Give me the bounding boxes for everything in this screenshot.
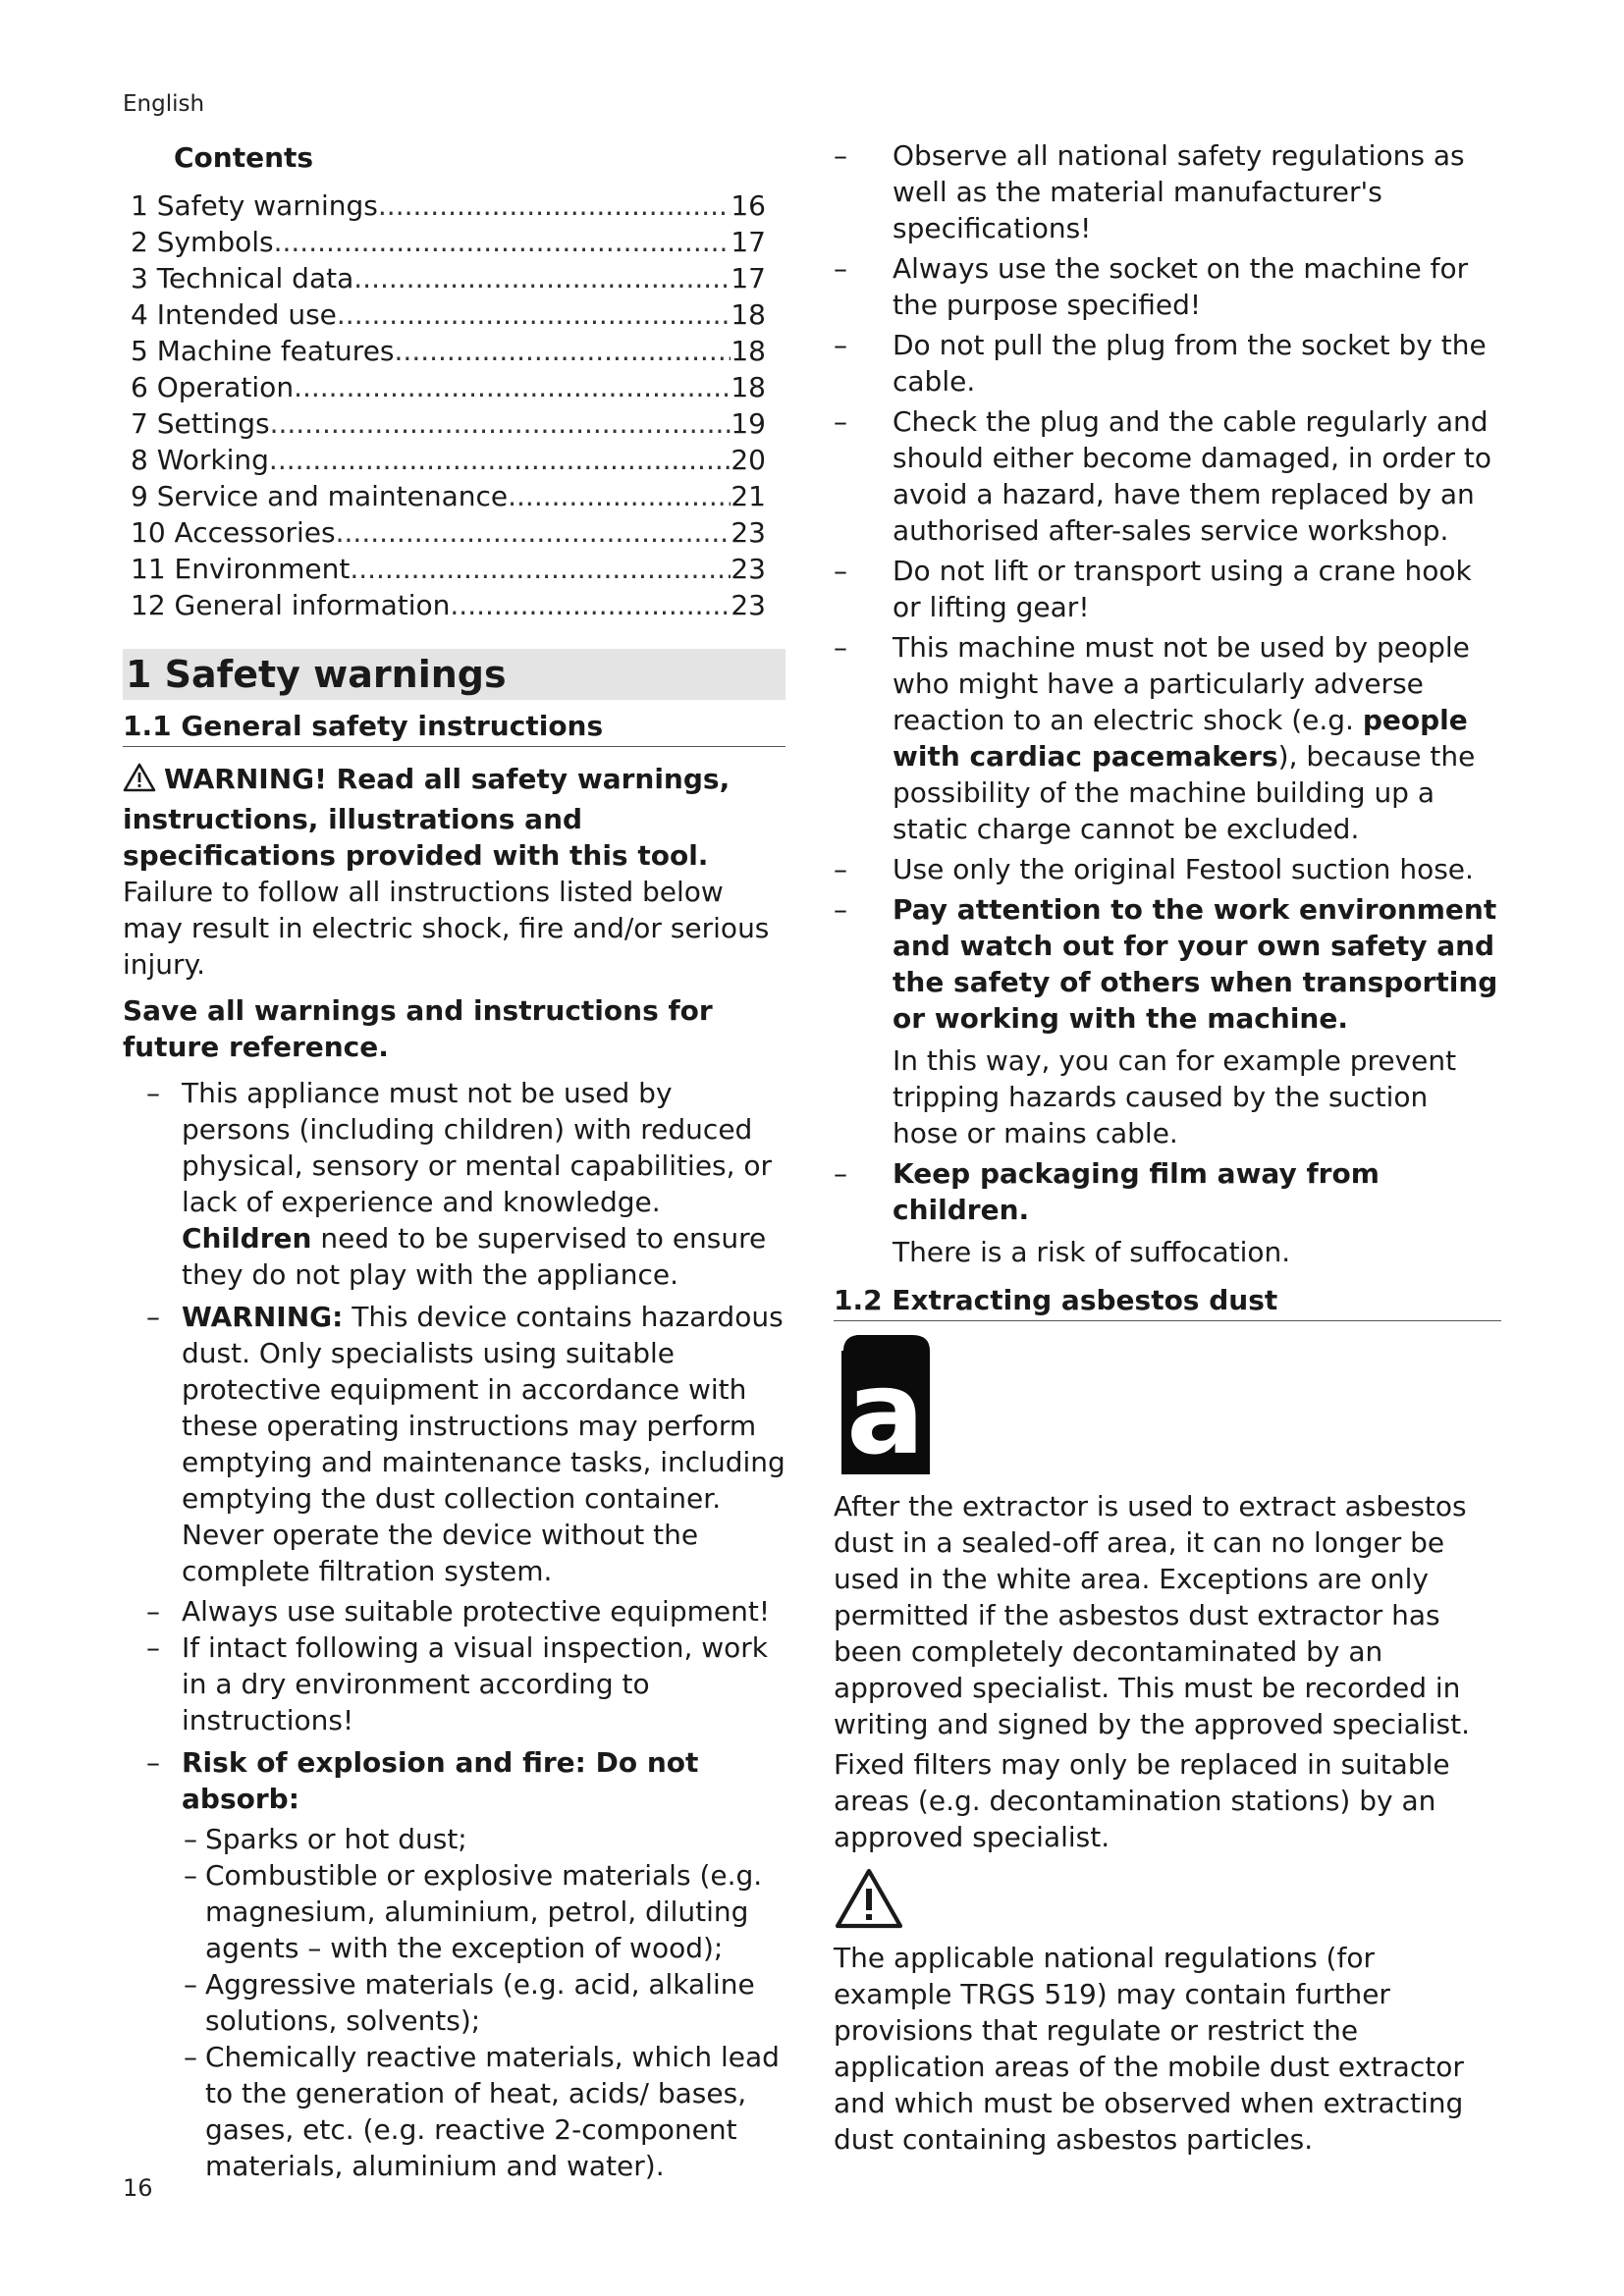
toc-leader-dots [337,296,731,333]
asbestos-paragraph-2: Fixed filters may only be replaced in suitable areas (e.g. decontamination stations) by an approved specialist. [834,1748,1450,1853]
toc-entry-page: 19 [731,407,766,440]
toc-entry-page: 16 [731,189,766,222]
toc-entry [123,478,766,514]
warning-triangle-icon [834,1867,1501,1936]
toc-entry-label: 12 General information [131,589,451,621]
toc-entry [123,333,766,369]
language-label: English [123,91,205,117]
toc-entry-label: 6 Operation [131,371,295,403]
toc-leader-dots [294,369,731,405]
sub-list-item: – Sparks or hot dust; [184,1823,467,1855]
subsection-heading: 1.1 General safety instructions [123,700,785,747]
left-column [123,137,785,2184]
svg-text:a: a [846,1345,925,1478]
toc-entry-page: 23 [731,589,766,621]
toc-entry-page: 23 [731,516,766,549]
toc-leader-dots [269,442,731,478]
toc-entry [123,187,766,224]
toc-entry-label: 9 Service and maintenance [131,480,509,512]
toc-entry-page: 18 [731,371,766,403]
list-item: – This appliance must not be used by persons (including children) with reduced physical, sensory or mental capabilities, or lack of experience and knowledge. Children need to be supervised to ensure they do not play with the appliance. [146,1077,773,1291]
save-note: Save all warnings and instructions for future reference. [123,994,713,1063]
subsection-heading: 1.2 Extracting asbestos dust [834,1274,1501,1321]
toc-entry [123,587,766,623]
toc-entry [123,296,766,333]
toc-entry-label: 7 Settings [131,407,270,440]
warning-bold-text: WARNING! Read all safety warnings, instructions, illustrations and specifications provided with this tool. [123,763,731,872]
list-item: – Pay attention to the work environment and watch out for your own safety and the safety of others when transporting or working with the machine. [834,893,1498,1035]
warning-text: Failure to follow all instructions listed below may result in electric shock, fire and/or serious injury. [123,876,770,981]
toc-entry-label: 5 Machine features [131,335,395,367]
toc-entry [123,369,766,405]
list-item: – Risk of explosion and fire: Do not absorb: [146,1746,699,1815]
asbestos-paragraph-1: After the extractor is used to extract asbestos dust in a sealed-off area, it can no longer be used in the white area. Exceptions are only permitted if the asbestos dust extractor has been completely decontaminated by an approved specialist. This must be recorded in writing and signed by the approved specialist. [834,1490,1470,1740]
toc-entry-page: 18 [731,335,766,367]
toc-list [123,187,785,623]
list-item-detail: There is a risk of suffocation. [893,1236,1291,1268]
toc-entry-page: 18 [731,298,766,331]
warning-triangle-icon [123,763,156,801]
list-item: – Check the plug and the cable regularly and should either become damaged, in order to avoid a hazard, have them replaced by an authorised after-sales service workshop. [834,405,1491,547]
toc-entry [123,260,766,296]
sub-list-item: – Combustible or explosive materials (e.g. magnesium, aluminium, petrol, diluting agents – with the exception of wood); [184,1859,763,1964]
asbestos-paragraph-3: The applicable national regulations (for example TRGS 519) may contain further provisions that regulate or restrict the application areas of the mobile dust extractor and which must be observed when extracting dust containing asbestos particles. [834,1942,1464,2156]
list-item: – Do not pull the plug from the socket by the cable. [834,329,1487,398]
sub-list-item: – Chemically reactive materials, which lead to the generation of heat, acids/ bases, gases, etc. (e.g. reactive 2-component materials, aluminium and water). [184,2041,780,2182]
toc-leader-dots [274,224,731,260]
toc-entry [123,551,766,587]
toc-entry-page: 20 [731,444,766,476]
list-item: – Observe all national safety regulations as well as the material manufacturer's specifications! [834,139,1465,244]
toc-entry-label: 2 Symbols [131,226,274,258]
list-item: – WARNING: This device contains hazardous dust. Only specialists using suitable protective equipment in accordance with these operating instructions may perform emptying and maintenance tasks, including emptying the dust collection container. Never operate the device without the complete filtration system. [146,1301,785,1587]
toc-entry [123,405,766,442]
toc-title: Contents [174,141,314,174]
toc-leader-dots [450,587,731,623]
list-item: – If intact following a visual inspection, work in a dry environment according to instructions! [146,1631,769,1736]
toc-entry-label: 11 Environment [131,553,351,585]
section-heading: 1 Safety warnings [123,649,785,700]
toc-entry-label: 8 Working [131,444,269,476]
toc-leader-dots [508,478,731,514]
asbestos-a-icon [834,1331,936,1478]
toc-entry-label: 4 Intended use [131,298,337,331]
toc-entry-label: 3 Technical data [131,262,354,294]
toc-entry [123,224,766,260]
toc-entry-page: 23 [731,553,766,585]
list-item: – Always use the socket on the machine for the purpose specified! [834,252,1469,321]
toc-leader-dots [336,514,731,551]
list-item: – Keep packaging film away from children. [834,1157,1380,1226]
list-item: – Always use suitable protective equipment! [146,1595,771,1628]
toc-entry-page: 21 [731,480,766,512]
toc-leader-dots [353,260,731,296]
toc-entry-label: 1 Safety warnings [131,189,378,222]
sub-list-item: – Aggressive materials (e.g. acid, alkaline solutions, solvents); [184,1968,755,2037]
list-item: – Do not lift or transport using a crane hook or lifting gear! [834,555,1472,623]
toc-leader-dots [270,405,731,442]
list-item-detail: In this way, you can for example prevent tripping hazards caused by the suction hose or mains cable. [893,1044,1457,1149]
list-item: – This machine must not be used by people who might have a particularly adverse reaction to an electric shock (e.g. people with cardiac pacemakers), because the possibility of the machine building up a static charge cannot be excluded. [834,631,1476,845]
page-number: 16 [123,2174,153,2202]
toc-leader-dots [378,187,731,224]
warning-paragraph [123,761,785,983]
toc-leader-dots [395,333,731,369]
list-item: – Use only the original Festool suction hose. [834,853,1474,885]
toc-entry-page: 17 [731,262,766,294]
toc-leader-dots [350,551,731,587]
toc-entry [123,514,766,551]
right-column [834,137,1501,2158]
toc-entry [123,442,766,478]
toc-entry-page: 17 [731,226,766,258]
toc-entry-label: 10 Accessories [131,516,336,549]
